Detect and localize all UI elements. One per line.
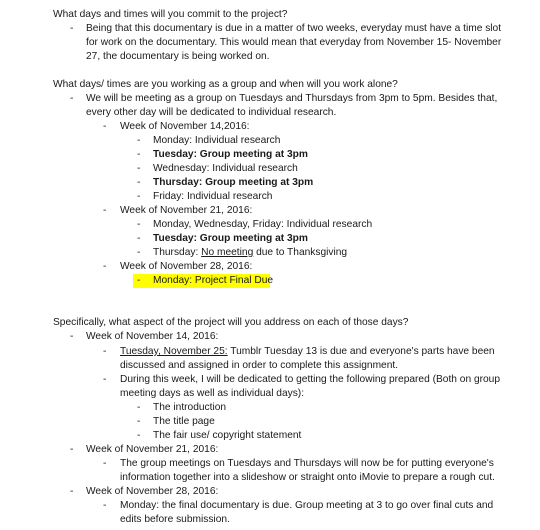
bullet-dash: - <box>70 23 74 34</box>
bullet-dash: - <box>70 444 74 455</box>
q3-week3-label: Week of November 28, 2016: <box>86 486 219 497</box>
bullet-dash: - <box>137 416 141 427</box>
bullet-dash: - <box>137 177 141 188</box>
question-commit-days: What days and times will you commit to the project? <box>53 9 288 20</box>
q2-week1-label: Week of November 14,2016: <box>120 121 250 132</box>
q3-week1-item1-line2: discussed and assigned in order to complete this assignment. <box>120 360 399 371</box>
thursday-prefix: Thursday: <box>153 247 202 258</box>
bullet-dash: - <box>137 191 141 202</box>
q3-week2-label: Week of November 21, 2016: <box>86 444 219 455</box>
bullet-dash: - <box>70 486 74 497</box>
q2-intro-line-2: every other day will be dedicated to individual research. <box>86 107 337 118</box>
highlighted-final-due <box>133 274 274 288</box>
question-aspects-per-day: Specifically, what aspect of the project will you address on each of those days? <box>53 317 409 328</box>
q1-answer-line-3: 27, the documentary is being worked on. <box>86 51 270 62</box>
q1-answer-line-2: for work on the documentary. This would mean that everyday from November 15- November <box>86 37 502 48</box>
bullet-dash: - <box>70 93 74 104</box>
q1-answer-line-1: Being that this documentary is due in a matter of two weeks, everyday must have a time slot <box>86 23 502 34</box>
item1-rest: Tumblr Tuesday 13 is due and everyone's parts have been <box>227 346 495 357</box>
no-meeting-underlined: No meeting <box>201 247 254 258</box>
bullet-dash: - <box>137 163 141 174</box>
q3-week3-item-line1: Monday: the final documentary is due. Group meeting at 3 to go over final cuts and <box>120 500 494 511</box>
final-due-item: Monday: Project Final Due <box>153 275 274 286</box>
q2-week2-label: Week of November 21, 2016: <box>120 205 253 216</box>
q3-week1-subitem: The fair use/ copyright statement <box>153 430 302 441</box>
bullet-dash: - <box>103 500 107 511</box>
q2-week1-item: Tuesday: Group meeting at 3pm <box>153 149 308 160</box>
q2-intro-line-1: We will be meeting as a group on Tuesdays and Thursdays from 3pm to 5pm. Besides that, <box>86 93 498 104</box>
bullet-dash: - <box>103 261 107 272</box>
q3-week1-label: Week of November 14, 2016: <box>86 331 219 342</box>
thursday-suffix: due to Thanksgiving <box>253 247 348 258</box>
q3-week1-item1-line1 <box>120 345 495 359</box>
q3-week1-item2-line2: meeting days as well as individual days): <box>120 388 305 399</box>
bullet-dash: - <box>137 430 141 441</box>
bullet-dash: - <box>103 374 107 385</box>
bullet-dash: - <box>103 458 107 469</box>
q3-week3-item-line2: edits before submission. <box>120 514 230 525</box>
bullet-dash: - <box>70 331 74 342</box>
q2-week1-item: Friday: Individual research <box>153 191 273 202</box>
bullet-dash: - <box>137 135 141 146</box>
q3-week1-item2-line1: During this week, I will be dedicated to getting the following prepared (Both on group <box>120 374 500 385</box>
bullet-dash: - <box>137 247 141 258</box>
q3-week1-subitem: The introduction <box>153 402 227 413</box>
q3-week1-subitem: The title page <box>153 416 215 427</box>
q2-week2-item: Monday, Wednesday, Friday: Individual research <box>153 219 373 230</box>
bullet-dash: - <box>137 233 141 244</box>
q2-week1-item: Thursday: Group meeting at 3pm <box>153 177 314 188</box>
q2-week1-item: Monday: Individual research <box>153 135 281 146</box>
q3-week2-item-line2: information together into a slideshow or straight onto iMovie to prepare a rough cut. <box>120 472 495 483</box>
bullet-dash: - <box>103 346 107 357</box>
q2-week2-thursday-item <box>153 246 347 260</box>
date-underlined: Tuesday, November 25: <box>120 346 228 357</box>
bullet-dash: - <box>137 149 141 160</box>
bullet-dash: - <box>103 121 107 132</box>
question-group-vs-alone: What days/ times are you working as a group and when will you work alone? <box>53 79 398 90</box>
q2-week2-item: Tuesday: Group meeting at 3pm <box>153 233 308 244</box>
q3-week2-item-line1: The group meetings on Tuesdays and Thursdays will now be for putting everyone's <box>120 458 494 469</box>
q2-week3-label: Week of November 28, 2016: <box>120 261 253 272</box>
bullet-dash: - <box>103 205 107 216</box>
q2-week1-item: Wednesday: Individual research <box>153 163 298 174</box>
bullet-dash: - <box>137 275 141 286</box>
bullet-dash: - <box>137 402 141 413</box>
bullet-dash: - <box>137 219 141 230</box>
